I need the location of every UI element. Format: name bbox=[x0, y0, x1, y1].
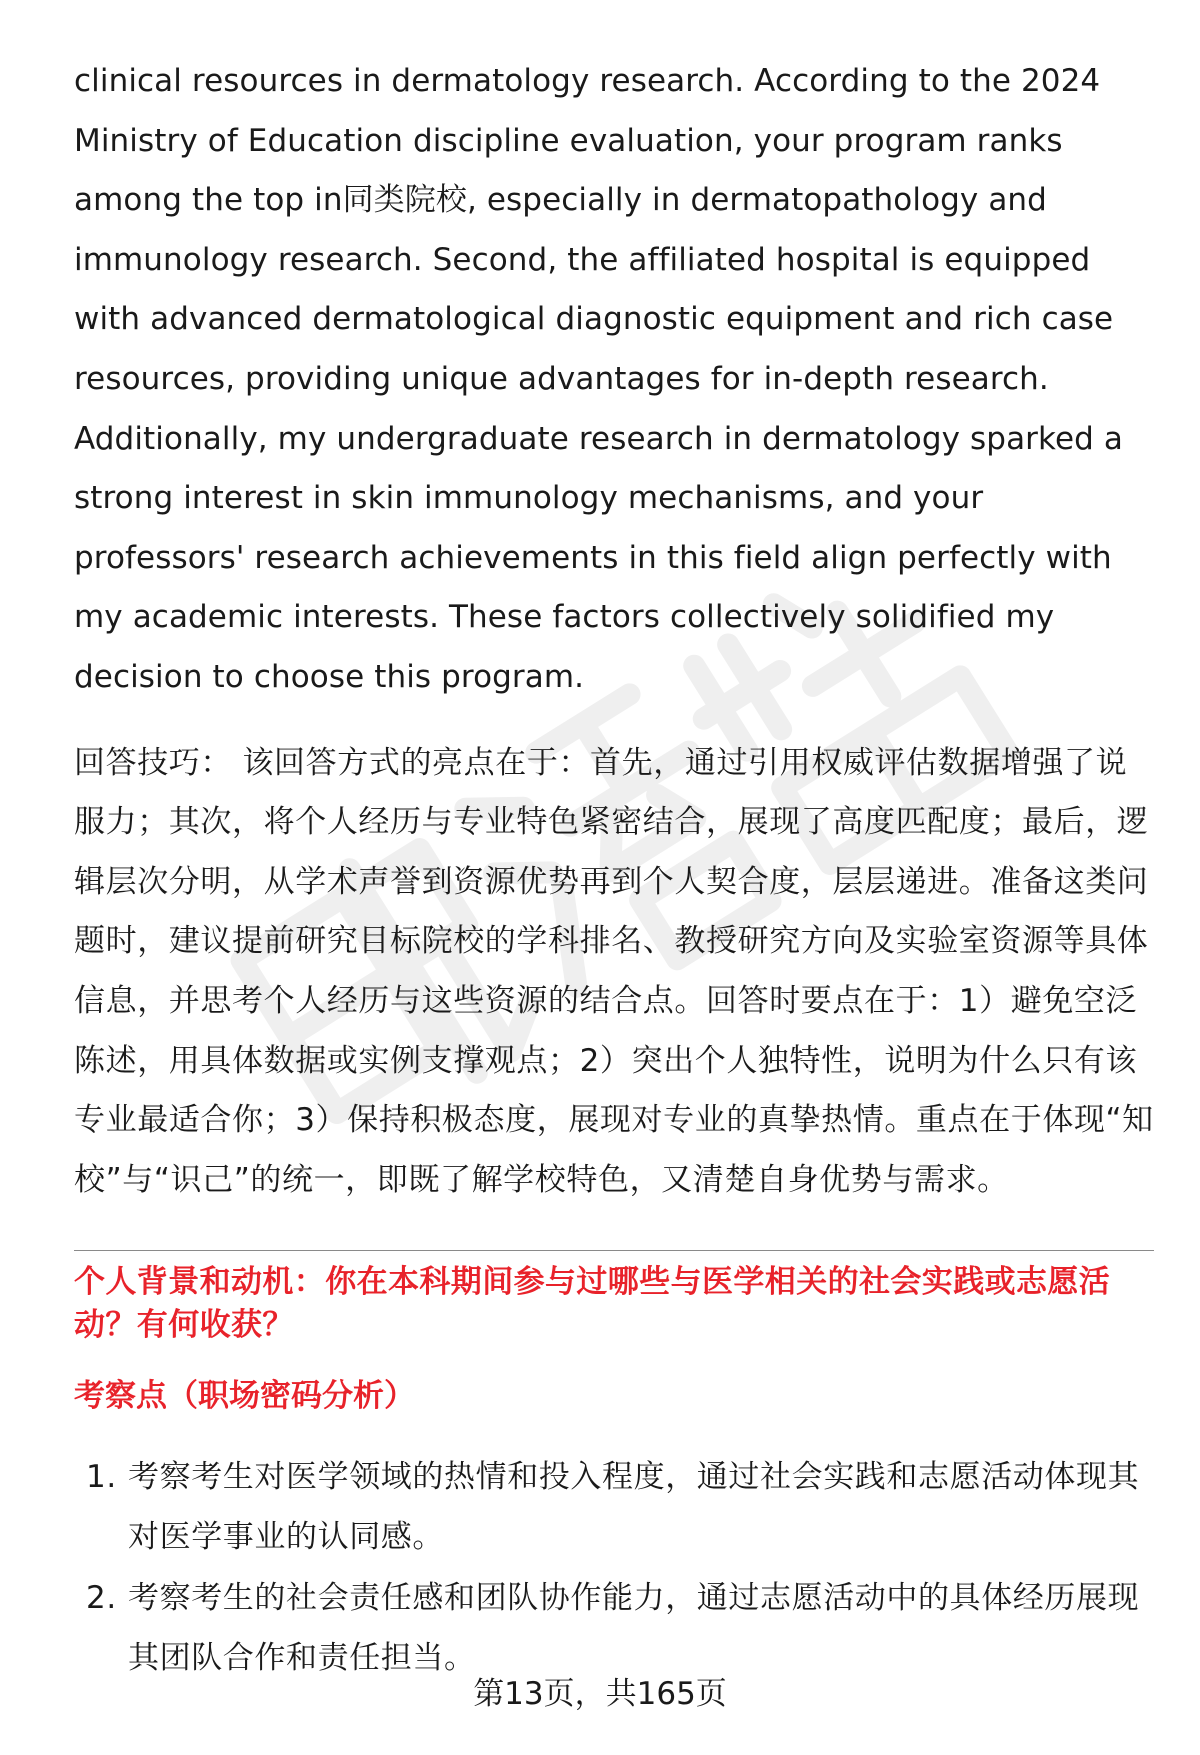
answer-paragraph: clinical resources in dermatology research. According to the 2024 Ministry of Education discipline evaluation, your program ranks among the top in同类院校, especially in dermatopathology and immunology research. Second, the affiliated hospital is equipped with advanced dermatological diagnostic equipment and rich case resources, providing unique advantages for in-depth research. Additionally, my undergraduate research in dermatology sparked a strong interest in skin immunology mechanisms, and your professors' research achievements in this field align perfectly with my academic interests. These factors collectively solidified my decision to choose this program. bbox=[74, 63, 1123, 695]
list-item-number: 1. bbox=[86, 1459, 117, 1496]
list-item-number: 2. bbox=[86, 1580, 117, 1617]
list-item-text: 考察考生的社会责任感和团队协作能力，通过志愿活动中的具体经历展现其团队合作和责任担当。 bbox=[128, 1580, 1140, 1677]
assessment-list bbox=[74, 1448, 1154, 1688]
page-number: 第13页，共165页 bbox=[473, 1676, 727, 1712]
list-item-text: 考察考生对医学领域的热情和投入程度，通过社会实践和志愿活动体现其对医学事业的认同感。 bbox=[128, 1459, 1140, 1555]
page-body bbox=[74, 52, 1154, 1691]
section-divider bbox=[74, 1250, 1154, 1251]
question-heading: 个人背景和动机：你在本科期间参与过哪些与医学相关的社会实践或志愿活动？有何收获？ bbox=[74, 1264, 1111, 1344]
list-item bbox=[74, 1448, 1154, 1567]
assessment-heading: 考察点（职场密码分析） bbox=[74, 1378, 415, 1415]
list-item bbox=[74, 1569, 1154, 1688]
tips-paragraph: 回答技巧： 该回答方式的亮点在于：首先，通过引用权威评估数据增强了说服力；其次，将个人经历与专业特色紧密结合，展现了高度匹配度；最后，逻辑层次分明，从学术声誉到资源优势再到个人契合度，层层递进。准备这类问题时，建议提前研究目标院校的学科排名、教授研究方向及实验室资源等具体信息，并思考个人经历与这些资源的结合点。回答时要点在于：1）避免空泛陈述，用具体数据或实例支撑观点；2）突出个人独特性，说明为什么只有该专业最适合你；3）保持积极态度，展现对专业的真挚热情。重点在于体现“知校”与“识己”的统一，即既了解学校特色，又清楚自身优势与需求。 bbox=[74, 744, 1154, 1198]
